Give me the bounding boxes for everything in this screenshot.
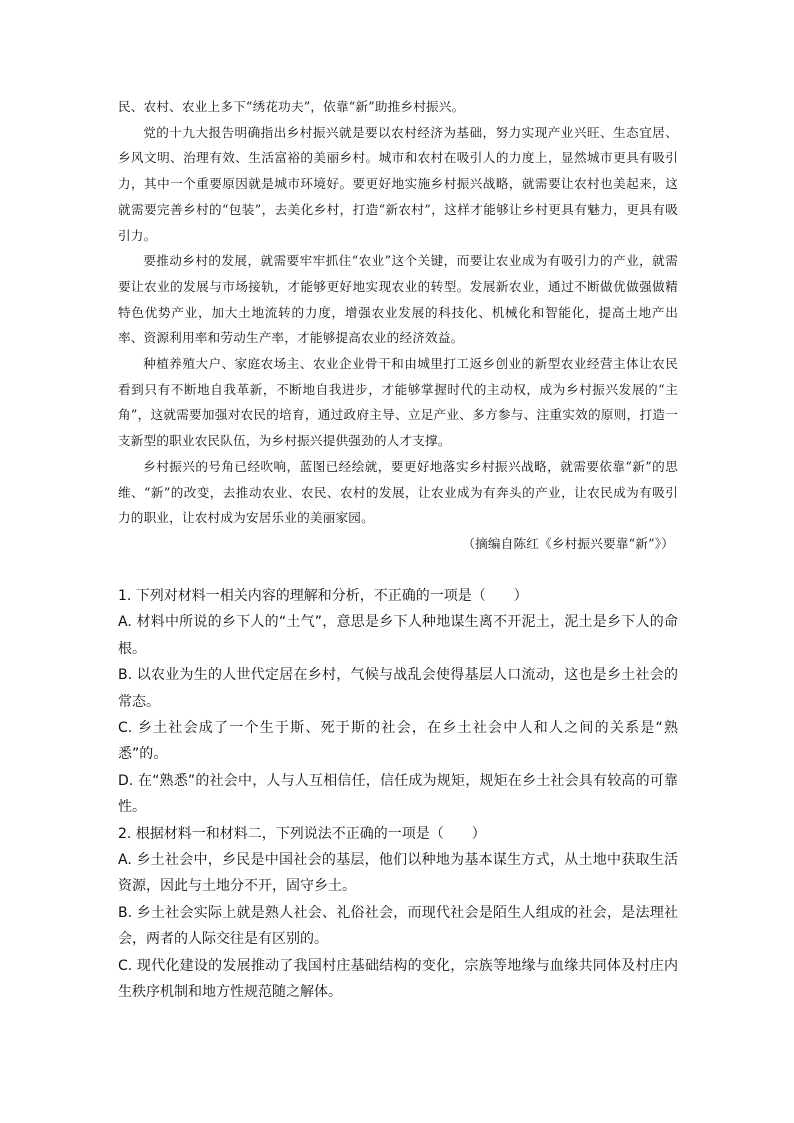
passage-paragraph-2: 党的十九大报告明确指出乡村振兴就是要以农村经济为基础，努力实现产业兴旺、生态宜居、乡风文明、治理有效、生活富裕的美丽乡村。城市和农村在吸引人的力度上，显然城市更具有吸引力，其中一个重要原因就是城市环境好。要更好地实施乡村振兴战略，就需要让农村也美起来，这就需要完善乡村的“包装”，去美化乡村，打造“新农村”，这样才能够让乡村更具有魅力，更具有吸引力。 — [118, 124, 678, 243]
question-1-stem: 1. 下列对材料一相关内容的理解和分析，不正确的一项是（ ） — [118, 588, 528, 604]
passage-paragraph-3: 要推动乡村的发展，就需要牢牢抓住“农业”这个关键，而要让农业成为有吸引力的产业，就需要让农业的发展与市场接轨，才能够更好地实现农业的转型。发展新农业，通过不断做优做强做精特色优势产业，加大土地流转的力度，增强农业发展的科技化、机械化和智能化，提高土地产出率、资源利用率和劳动生产率，才能够提高农业的经济效益。 — [118, 253, 678, 346]
question-section — [118, 583, 678, 1006]
question-1-option-a: A. 材料中所说的乡下人的“土气”，意思是乡下人种地谋生离不开泥土，泥土是乡下人的命根。 — [118, 614, 678, 657]
passage-source: （摘编自陈红《乡村振兴要靠“新”》） — [462, 535, 674, 551]
question-2-stem: 2. 根据材料一和材料二，下列说法不正确的一项是（ ） — [118, 825, 486, 842]
question-2-option-c: C. 现代化建设的发展推动了我国村庄基础结构的变化，宗族等地缘与血缘共同体及村庄内生秩序机制和地方性规范随之解体。 — [118, 957, 678, 1001]
question-2-option-a: A. 乡土社会中，乡民是中国社会的基层，他们以种地为基本谋生方式，从土地中获取生活资源，因此与土地分不开，固守乡土。 — [118, 852, 678, 895]
passage-paragraph-5: 乡村振兴的号角已经吹响，蓝图已经绘就，要更好地落实乡村振兴战略，就需要依靠“新”的思维、“新”的改变，去推动农业、农民、农村的发展，让农业成为有奔头的产业，让农民成为有吸引力的职业，让农村成为安居乐业的美丽家园。 — [118, 458, 678, 526]
passage-paragraph-4: 种植养殖大户、家庭农场主、农业企业骨干和由城里打工返乡创业的新型农业经营主体让农民看到只有不断地自我革新，不断地自我进步，才能够掌握时代的主动权，成为乡村振兴发展的“主角”，这就需要加强对农民的培育，通过政府主导、立足产业、多方参与、注重实效的原则，打造一支新型的职业农民队伍，为乡村振兴提供强劲的人才支撑。 — [118, 356, 678, 449]
question-1-option-c: C. 乡土社会成了一个生于斯、死于斯的社会，在乡土社会中人和人之间的关系是“熟悉”的。 — [118, 720, 678, 763]
reading-passage — [118, 94, 678, 557]
question-1-option-b: B. 以农业为生的人世代定居在乡村，气候与战乱会使得基层人口流动，这也是乡土社会的常态。 — [118, 667, 678, 710]
question-1-option-d: D. 在“熟悉”的社会中，人与人互相信任，信任成为规矩，规矩在乡土社会具有较高的可靠性。 — [118, 772, 678, 816]
question-2-option-b: B. 乡土社会实际上就是熟人社会、礼俗社会，而现代社会是陌生人组成的社会，是法理社会，两者的人际交往是有区别的。 — [118, 904, 678, 948]
passage-paragraph-1: 民、农村、农业上多下“绣花功夫”，依靠“新”助推乡村振兴。 — [118, 99, 465, 114]
